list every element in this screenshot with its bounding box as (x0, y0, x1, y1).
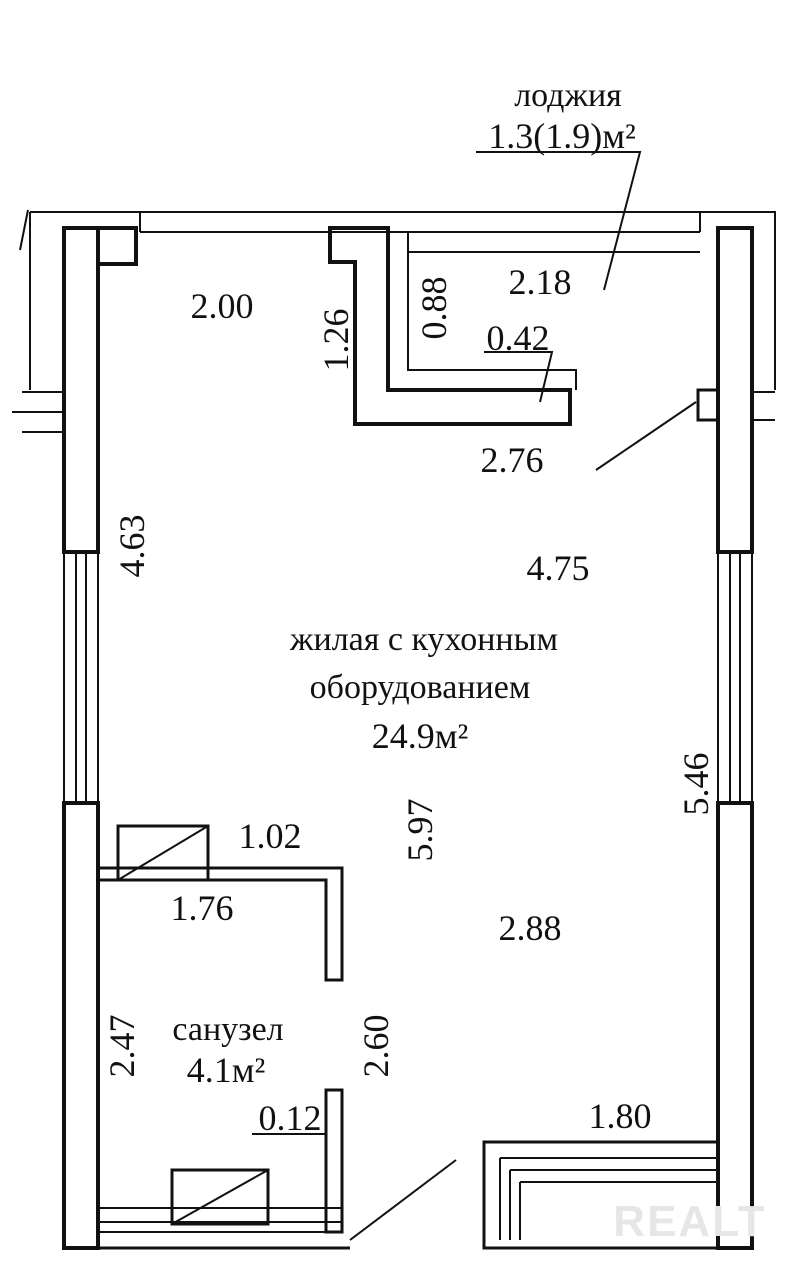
loggia-outline (12, 210, 775, 432)
living-room-name-line1: жилая с кухонным (290, 621, 558, 658)
dim-5-97: 5.97 (400, 798, 440, 862)
dim-1-76: 1.76 (170, 888, 234, 928)
bathroom-area: 4.1м² (186, 1050, 266, 1090)
dim-0-42: 0.42 (486, 318, 550, 358)
loggia-area: 1.3(1.9)м² (488, 116, 636, 156)
living-room-area: 24.9м² (371, 716, 469, 756)
left-wall (64, 228, 98, 1248)
dim-0-12: 0.12 (258, 1098, 322, 1138)
dim-0-88: 0.88 (414, 276, 454, 340)
dim-1-80: 1.80 (588, 1096, 652, 1136)
dim-1-02: 1.02 (238, 816, 302, 856)
dim-2-18: 2.18 (508, 262, 572, 302)
dim-4-75: 4.75 (526, 548, 590, 588)
dim-2-88: 2.88 (498, 908, 562, 948)
dim-1-26: 1.26 (316, 308, 356, 372)
watermark: REALT (613, 1197, 767, 1246)
dim-2-76: 2.76 (480, 440, 544, 480)
dim-5-46: 5.46 (676, 752, 716, 816)
bathroom-name: санузел (172, 1011, 284, 1048)
dim-4-63: 4.63 (112, 514, 152, 578)
dim-2-60: 2.60 (356, 1014, 396, 1078)
loggia-name: лоджия (514, 77, 622, 114)
right-wall (698, 228, 775, 1248)
wall-pier-top-left (98, 228, 136, 264)
dim-2-00: 2.00 (190, 286, 254, 326)
living-room-name-line2: оборудованием (309, 669, 531, 706)
dim-2-47: 2.47 (102, 1014, 142, 1078)
